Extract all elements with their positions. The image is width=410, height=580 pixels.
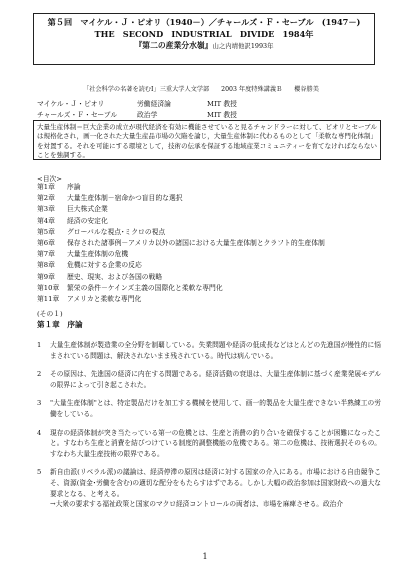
- toc-chapter-number: 第2章: [37, 194, 55, 203]
- toc-chapter-title: 歴史、現実、および各国の戦略: [67, 272, 163, 281]
- course-header: [83, 84, 383, 93]
- toc-chapter-number: 第3章: [37, 205, 55, 214]
- title-japanese: [34, 40, 374, 52]
- toc-item: [37, 272, 325, 283]
- toc-item: [37, 249, 325, 260]
- table-of-contents: [37, 182, 325, 305]
- summary-box: 大量生産体制＝巨大企業の成立が現代経済を有効に機能させていると見るチャンドラーに対して、ピオリとセーブルは規格化され，画一化された大量生産品市場の欠陥を論じ，大量生産体制に代わるものとして「柔軟な専門化体制」を対置する。それを可能にする環境として，技術の伝承を保証する地域産業コミュニティーを育てなければならないことを強調する。: [33, 120, 381, 160]
- toc-heading: <目次>: [37, 175, 62, 183]
- toc-chapter-number: 第11章: [37, 295, 60, 304]
- toc-chapter-title: グローバルな視点･ミクロの視点: [67, 227, 166, 236]
- numbered-paragraph: [37, 467, 381, 499]
- author-affiliation: MIT 教授: [207, 100, 237, 108]
- toc-chapter-title: 大量生産体制－宿命かつ盲目的な選択: [67, 194, 183, 203]
- author-name: マイケル・Ｊ・ピオリ: [37, 100, 105, 108]
- author-name: チャールズ・Ｆ・セーブル: [37, 110, 118, 119]
- paragraph-number: 4: [37, 428, 42, 437]
- toc-chapter-title: 巨大株式企業: [67, 205, 108, 214]
- toc-chapter-title: 大量生産体制の危機: [67, 250, 129, 259]
- toc-chapter-title: 保存された諸事例－アメリカ以外の諸国における大量生産体制とクラフト的生産体制: [67, 239, 325, 248]
- toc-chapter-title: 序論: [67, 183, 81, 191]
- author-field: 労働経済論: [137, 100, 171, 108]
- numbered-paragraph: [37, 369, 381, 390]
- page-number: 1: [202, 552, 208, 561]
- chapter-heading: 第１章 序論: [37, 320, 83, 329]
- numbered-paragraph: [37, 428, 381, 460]
- toc-item: [37, 182, 325, 193]
- author-affiliation: MIT 教授: [207, 110, 237, 119]
- toc-chapter-number: 第4章: [37, 216, 55, 225]
- title-authors: 第５回 マイケル・Ｊ・ピオリ（1940－）／チャールズ・Ｆ・セーブル (1947－): [47, 17, 361, 27]
- paragraph-text: その原因は、先進国の経済に内在する問題である。経済活動の衰退は、大量生産体制に基づく産業発展モデルの限界によって引き起こされた。: [50, 370, 381, 389]
- toc-chapter-number: 第6章: [37, 239, 55, 248]
- toc-item: [37, 193, 325, 204]
- toc-chapter-number: 第5章: [37, 227, 55, 236]
- toc-chapter-number: 第8章: [37, 261, 55, 270]
- toc-chapter-title: 繁栄の条件－ケインズ主義の国際化と柔軟な専門化: [67, 283, 223, 292]
- toc-chapter-number: 第7章: [37, 250, 55, 259]
- title-box: [33, 13, 375, 65]
- paragraph-number: 5: [37, 468, 42, 477]
- toc-chapter-number: 第10章: [37, 283, 60, 292]
- paragraph-text: 現存の経済体制が突き当たっている第一の危機とは、生産と消費の釣り合いを確保することが困難になったこと。すなわち生産と消費を結びつけている制度的調整機能の危機である。第二の危機は、技術選択そのもの。すなわち大量生産技術の限界である。: [50, 428, 381, 458]
- toc-chapter-number: 第1章: [37, 183, 55, 191]
- course-name: 2003 年度特殊講義Ｂ: [221, 86, 283, 93]
- author-field: 政治学: [137, 110, 158, 119]
- section-label: (その１): [37, 310, 63, 318]
- paragraph-number: 2: [37, 370, 42, 379]
- toc-chapter-title: アメリカと柔軟な専門化: [67, 295, 142, 304]
- trailing-line: →大衆の要求する福祉政策と国家のマクロ経済コントロールの両者は、市場を麻痺させる。政治介: [50, 500, 344, 509]
- toc-item: [37, 227, 325, 238]
- toc-item: [37, 204, 325, 215]
- series-name: 「社会科学の名著を読むⅠ」三重大学人文学部: [83, 86, 210, 93]
- paragraph-text: "大量生産体制"とは、特定製品だけを加工する機械を使用して、画一的製品を大量生産できない半熟練工の労働をしている。: [50, 399, 381, 418]
- toc-chapter-title: 経済の安定化: [67, 216, 108, 225]
- book-title: 『第二の産業分水嶺』: [134, 41, 213, 50]
- numbered-paragraph: [37, 340, 381, 361]
- toc-item: [37, 260, 325, 271]
- toc-item: [37, 283, 325, 294]
- toc-chapter-number: 第9章: [37, 272, 55, 281]
- toc-item: [37, 294, 325, 305]
- paragraph-text: 新自由派(リベラル派)の議論は、経済停滞の原因は経済に対する国家の介入にある。市場における自由競争こそ、資源(資金･労働を含む)の適切な配分をもたらすはずである。しかし大幅の政治参加は国家財政への過大な要求となる、と考える。: [50, 468, 381, 498]
- author-list: [37, 99, 237, 120]
- toc-chapter-title: 危機に対する企業の反応: [67, 261, 142, 270]
- paragraph-number: 1: [37, 341, 42, 349]
- teacher-name: 櫻谷勝美: [294, 86, 319, 93]
- numbered-paragraph: [37, 398, 381, 419]
- paragraph-text: 大量生産体制が製造業の全分野を制覇している。失業問題や経済の低成長などはとんどの先進国が慢性的に悩まされている問題は、解決されないまま残されている。時代は病んでいる。: [50, 341, 381, 360]
- body-paragraphs: [37, 340, 381, 510]
- toc-item: [37, 238, 325, 249]
- title-english: THE SECOND INDUSTRIAL DIVIDE 1984年: [94, 29, 314, 39]
- author-row: [37, 99, 237, 110]
- toc-item: [37, 216, 325, 227]
- author-row: [37, 110, 237, 121]
- publication-note: 山之内靖他訳1993年: [212, 42, 274, 50]
- paragraph-number: 3: [37, 399, 42, 408]
